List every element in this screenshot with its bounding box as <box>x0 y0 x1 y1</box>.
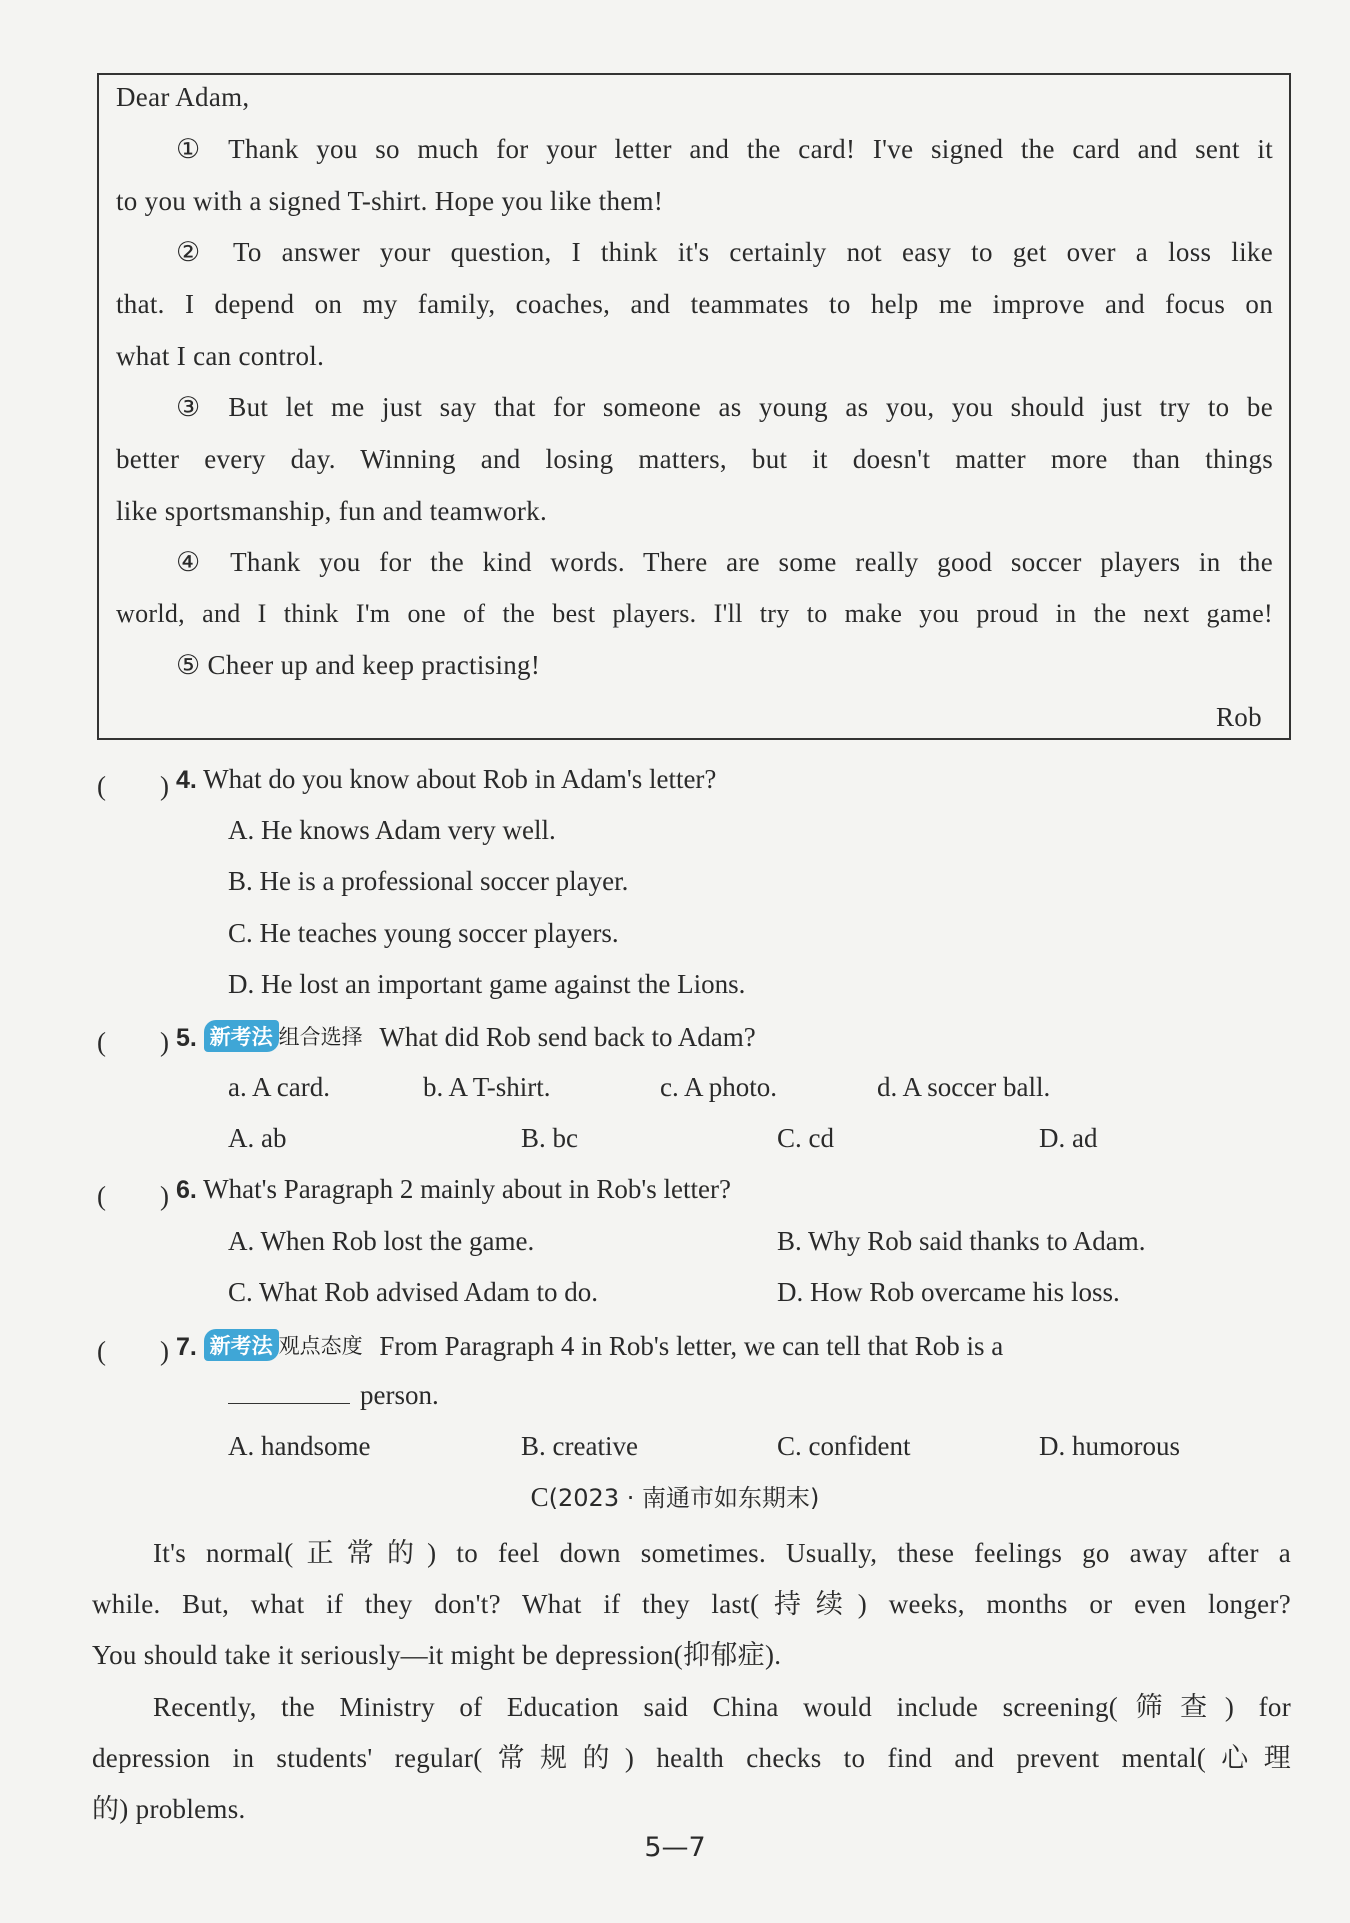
passage-line: 的) problems. <box>92 1794 246 1824</box>
option-b: B. He is a professional soccer player. <box>228 866 629 896</box>
section-letter: C <box>530 1482 549 1512</box>
question-5 <box>176 1020 756 1053</box>
question-7 <box>176 1329 1003 1362</box>
badge-subtitle: 组合选择 <box>278 1025 363 1049</box>
letter-line: that. I depend on my family, coaches, and teammates to help me improve and focus on <box>116 289 1273 319</box>
option-b: B. Why Rob said thanks to Adam. <box>777 1226 1146 1256</box>
question-7-line2 <box>228 1380 439 1411</box>
passage-line: You should take it seriously—it might be depression(抑郁症). <box>92 1640 782 1670</box>
option-d: D. humorous <box>1039 1431 1180 1461</box>
option-d: D. ad <box>1039 1123 1098 1153</box>
fill-blank[interactable] <box>228 1403 350 1404</box>
option-b: B. creative <box>521 1431 638 1461</box>
letter-greeting: Dear Adam, <box>116 82 250 112</box>
letter-line: ② To answer your question, I think it's certainly not easy to get over a loss like <box>176 237 1273 267</box>
question-text: From Paragraph 4 in Rob's letter, we can tell that Rob is a <box>379 1331 1004 1361</box>
question-number: 4. <box>176 766 197 794</box>
question-number: 6. <box>176 1176 197 1204</box>
section-source: (2023 · 南通市如东期末) <box>548 1484 820 1512</box>
item-d: d. A soccer ball. <box>877 1072 1051 1102</box>
item-a: a. A card. <box>228 1072 330 1102</box>
option-b: B. bc <box>521 1123 578 1153</box>
option-a: A. ab <box>228 1123 287 1153</box>
letter-line: better every day. Winning and losing matters, but it doesn't matter more than things <box>116 444 1273 474</box>
question-number: 5. <box>176 1024 197 1052</box>
option-c: C. confident <box>777 1431 911 1461</box>
option-a: A. He knows Adam very well. <box>228 815 556 845</box>
passage-line: It's normal(正常的) to feel down sometimes. Usually, these feelings go away after a <box>153 1538 1291 1568</box>
section-heading <box>0 1478 1350 1513</box>
letter-line: ③ But let me just say that for someone as young as you, you should just try to be <box>176 392 1273 422</box>
question-text: What's Paragraph 2 mainly about in Rob's letter? <box>203 1174 731 1204</box>
answer-blank[interactable]: ( ) <box>97 1027 169 1057</box>
letter-signature: Rob <box>1216 702 1262 732</box>
option-d: D. He lost an important game against the Lions. <box>228 969 746 999</box>
passage-line: Recently, the Ministry of Education said China would include screening(筛查) for <box>153 1692 1291 1722</box>
item-c: c. A photo. <box>660 1072 778 1102</box>
question-text: person. <box>360 1380 439 1410</box>
letter-line: ① Thank you so much for your letter and the card! I've signed the card and sent it <box>176 134 1273 164</box>
option-d: D. How Rob overcame his loss. <box>777 1277 1120 1307</box>
option-c: C. What Rob advised Adam to do. <box>228 1277 598 1307</box>
question-number: 7. <box>176 1333 197 1361</box>
new-method-badge: 新考法 <box>204 1329 279 1361</box>
letter-line: like sportsmanship, fun and teamwork. <box>116 496 548 526</box>
letter-line: to you with a signed T-shirt. Hope you like them! <box>116 186 664 216</box>
question-6 <box>176 1174 731 1205</box>
option-a: A. handsome <box>228 1431 371 1461</box>
option-c: C. He teaches young soccer players. <box>228 918 619 948</box>
badge-subtitle: 观点态度 <box>278 1334 363 1358</box>
letter-line: world, and I think I'm one of the best players. I'll try to make you proud in the next game! <box>116 599 1273 628</box>
letter-line: ⑤ Cheer up and keep practising! <box>176 650 541 680</box>
letter-line: ④ Thank you for the kind words. There are some really good soccer players in the <box>176 547 1273 577</box>
new-method-badge: 新考法 <box>204 1020 279 1052</box>
question-text: What did Rob send back to Adam? <box>379 1022 756 1052</box>
option-a: A. When Rob lost the game. <box>228 1226 535 1256</box>
answer-blank[interactable]: ( ) <box>97 1336 169 1366</box>
option-c: C. cd <box>777 1123 834 1153</box>
question-4 <box>176 764 716 795</box>
answer-blank[interactable]: ( ) <box>97 1181 169 1211</box>
question-text: What do you know about Rob in Adam's letter? <box>203 764 717 794</box>
passage-line: while. But, what if they don't? What if they last(持续) weeks, months or even longer? <box>92 1589 1291 1619</box>
letter-line: what I can control. <box>116 341 325 371</box>
answer-blank[interactable]: ( ) <box>97 771 169 801</box>
item-b: b. A T-shirt. <box>423 1072 551 1102</box>
passage-line: depression in students' regular(常规的) health checks to find and prevent mental(心理 <box>92 1743 1291 1773</box>
page-number: 5—7 <box>644 1832 706 1863</box>
